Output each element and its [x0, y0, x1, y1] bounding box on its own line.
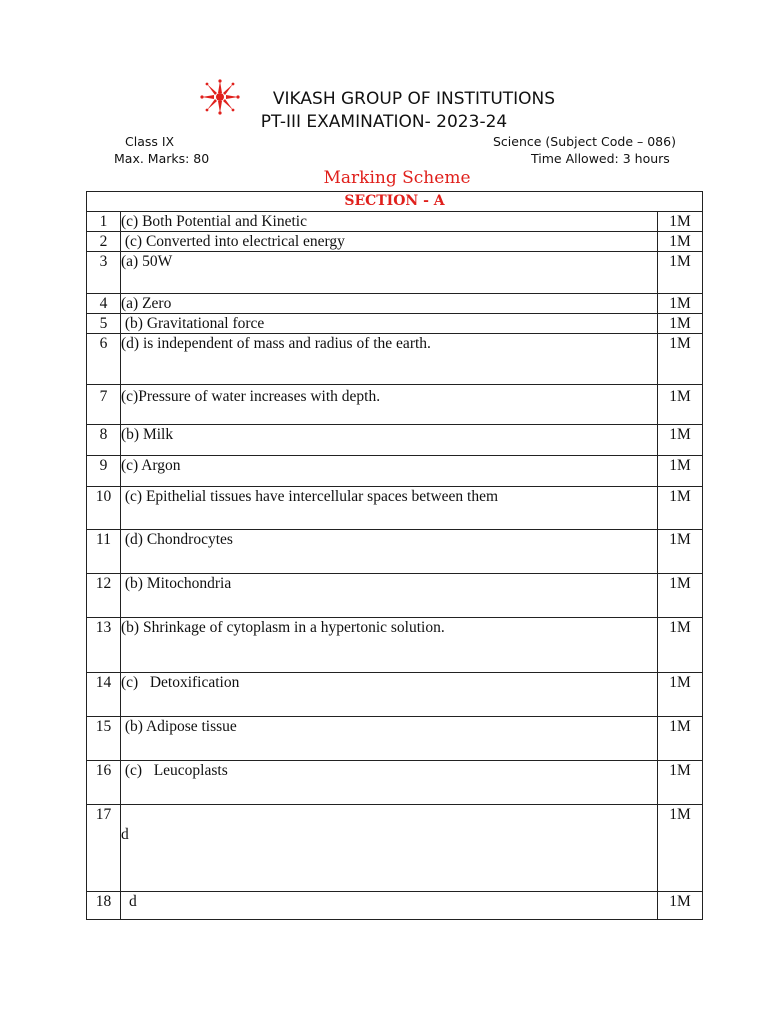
- mark-value: 1M: [658, 252, 703, 294]
- subject-code: Science (Subject Code – 086): [493, 134, 676, 149]
- answer-text: (c) Leucoplasts: [121, 761, 658, 805]
- table-row: [87, 574, 703, 618]
- table-row: [87, 314, 703, 334]
- answer-text: (c) Both Potential and Kinetic: [121, 212, 658, 232]
- answer-text: (b) Gravitational force: [121, 314, 658, 334]
- section-label: SECTION - A: [87, 192, 703, 212]
- table-row: [87, 294, 703, 314]
- answer-text: (b) Mitochondria: [121, 574, 658, 618]
- time-allowed: Time Allowed: 3 hours: [531, 151, 670, 166]
- answer-text: (c) Argon: [121, 456, 658, 487]
- answer-text: (b) Adipose tissue: [121, 717, 658, 761]
- max-marks: Max. Marks: 80: [114, 151, 210, 166]
- institution-name: VIKASH GROUP OF INSTITUTIONS: [272, 89, 556, 109]
- table-row: [87, 232, 703, 252]
- table-row: [87, 334, 703, 385]
- answer-text: d: [121, 805, 658, 892]
- question-number: 7: [87, 385, 121, 425]
- answer-text: d: [121, 892, 658, 920]
- answer-text: (c) Converted into electrical energy: [121, 232, 658, 252]
- answer-text: (a) Zero: [121, 294, 658, 314]
- question-number: 1: [87, 212, 121, 232]
- answer-text: (c)Pressure of water increases with depth.: [121, 385, 658, 425]
- mark-value: 1M: [658, 673, 703, 717]
- answer-text: (b) Milk: [121, 425, 658, 456]
- question-number: 11: [87, 530, 121, 574]
- marking-scheme-title: Marking Scheme: [323, 168, 471, 188]
- answer-text: (a) 50W: [121, 252, 658, 294]
- table-row: [87, 805, 703, 892]
- question-number: 12: [87, 574, 121, 618]
- answer-table: [86, 191, 703, 920]
- mark-value: 1M: [658, 717, 703, 761]
- mark-value: 1M: [658, 530, 703, 574]
- answer-text: (c) Detoxification: [121, 673, 658, 717]
- table-row: [87, 761, 703, 805]
- table-row: [87, 673, 703, 717]
- mark-value: 1M: [658, 314, 703, 334]
- table-row: [87, 892, 703, 920]
- question-number: 18: [87, 892, 121, 920]
- mark-value: 1M: [658, 294, 703, 314]
- question-number: 8: [87, 425, 121, 456]
- question-number: 10: [87, 487, 121, 530]
- mark-value: 1M: [658, 385, 703, 425]
- answer-text: (b) Shrinkage of cytoplasm in a hypertonic solution.: [121, 618, 658, 673]
- table-row: [87, 385, 703, 425]
- mark-value: 1M: [658, 618, 703, 673]
- question-number: 5: [87, 314, 121, 334]
- mark-value: 1M: [658, 487, 703, 530]
- section-header-row: [87, 192, 703, 212]
- mark-value: 1M: [658, 334, 703, 385]
- table-row: [87, 456, 703, 487]
- mark-value: 1M: [658, 805, 703, 892]
- table-row: [87, 212, 703, 232]
- table-row: [87, 252, 703, 294]
- question-number: 17: [87, 805, 121, 892]
- exam-title: PT-III EXAMINATION- 2023-24: [260, 112, 508, 132]
- table-row: [87, 717, 703, 761]
- mark-value: 1M: [658, 425, 703, 456]
- question-number: 15: [87, 717, 121, 761]
- answer-text: (c) Epithelial tissues have intercellular spaces between them: [121, 487, 658, 530]
- mark-value: 1M: [658, 574, 703, 618]
- answer-text: (d) is independent of mass and radius of the earth.: [121, 334, 658, 385]
- class-label: Class IX: [125, 134, 175, 149]
- mark-value: 1M: [658, 892, 703, 920]
- question-number: 14: [87, 673, 121, 717]
- question-number: 9: [87, 456, 121, 487]
- question-number: 13: [87, 618, 121, 673]
- question-number: 6: [87, 334, 121, 385]
- table-row: [87, 530, 703, 574]
- question-number: 16: [87, 761, 121, 805]
- mark-value: 1M: [658, 456, 703, 487]
- question-number: 3: [87, 252, 121, 294]
- mark-value: 1M: [658, 761, 703, 805]
- mark-value: 1M: [658, 212, 703, 232]
- mark-value: 1M: [658, 232, 703, 252]
- table-row: [87, 425, 703, 456]
- question-number: 2: [87, 232, 121, 252]
- table-row: [87, 487, 703, 530]
- answer-text: (d) Chondrocytes: [121, 530, 658, 574]
- table-row: [87, 618, 703, 673]
- question-number: 4: [87, 294, 121, 314]
